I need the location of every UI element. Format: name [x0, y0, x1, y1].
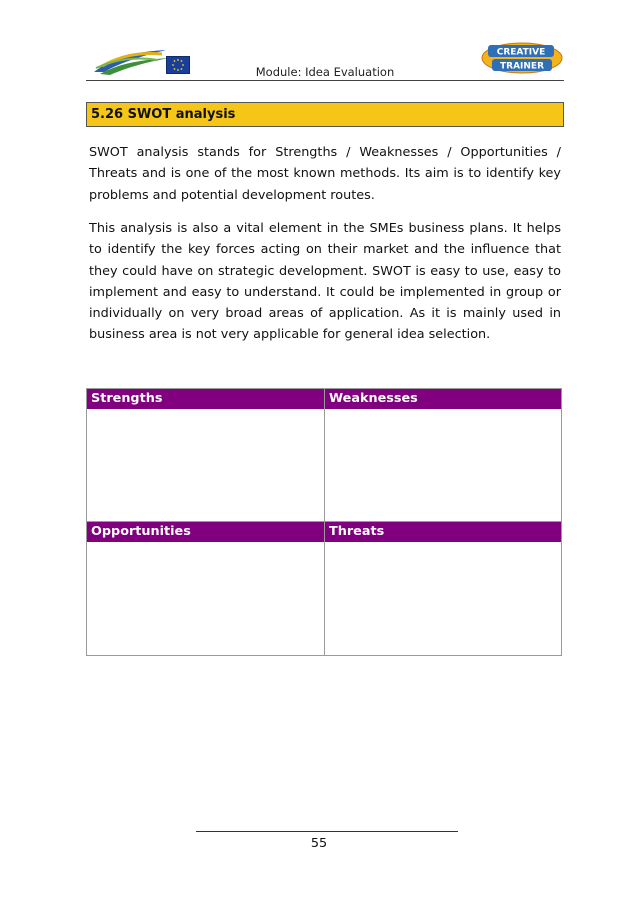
logo-line-creative: CREATIVE [496, 47, 546, 58]
page-number: 55 [310, 836, 328, 851]
section-title: 5.26 SWOT analysis [86, 102, 564, 127]
threats-cell [325, 543, 561, 655]
table-column-divider [324, 389, 325, 655]
logo-line-trainer: TRAINER [500, 61, 544, 72]
opportunities-header: Opportunities [87, 522, 324, 542]
opportunities-cell [87, 543, 324, 655]
footer-divider [196, 831, 458, 832]
strengths-header: Strengths [87, 389, 324, 409]
page-header [86, 38, 564, 80]
threats-header: Threats [325, 522, 561, 542]
swot-table [86, 388, 562, 656]
header-title: Module: Idea Evaluation [255, 65, 395, 79]
weaknesses-cell [325, 410, 561, 522]
paragraph-intro: SWOT analysis stands for Strengths / Weaknesses / Opportunities / Threats and is one of the most known methods. Its aim is to identify key problems and potential development routes. [89, 145, 561, 203]
paragraph-details: This analysis is also a vital element in the SMEs business plans. It helps to identify the key forces acting on their market and the influence that they could have on strategic development. SWOT is easy to use, easy to implement and easy to understand. It could be implemented in group or individually on very broad areas of application. As it is mainly used in business area is not very applicable for general idea selection. [89, 221, 561, 343]
strengths-cell [87, 410, 324, 522]
weaknesses-header: Weaknesses [325, 389, 561, 409]
header-divider [86, 80, 564, 81]
